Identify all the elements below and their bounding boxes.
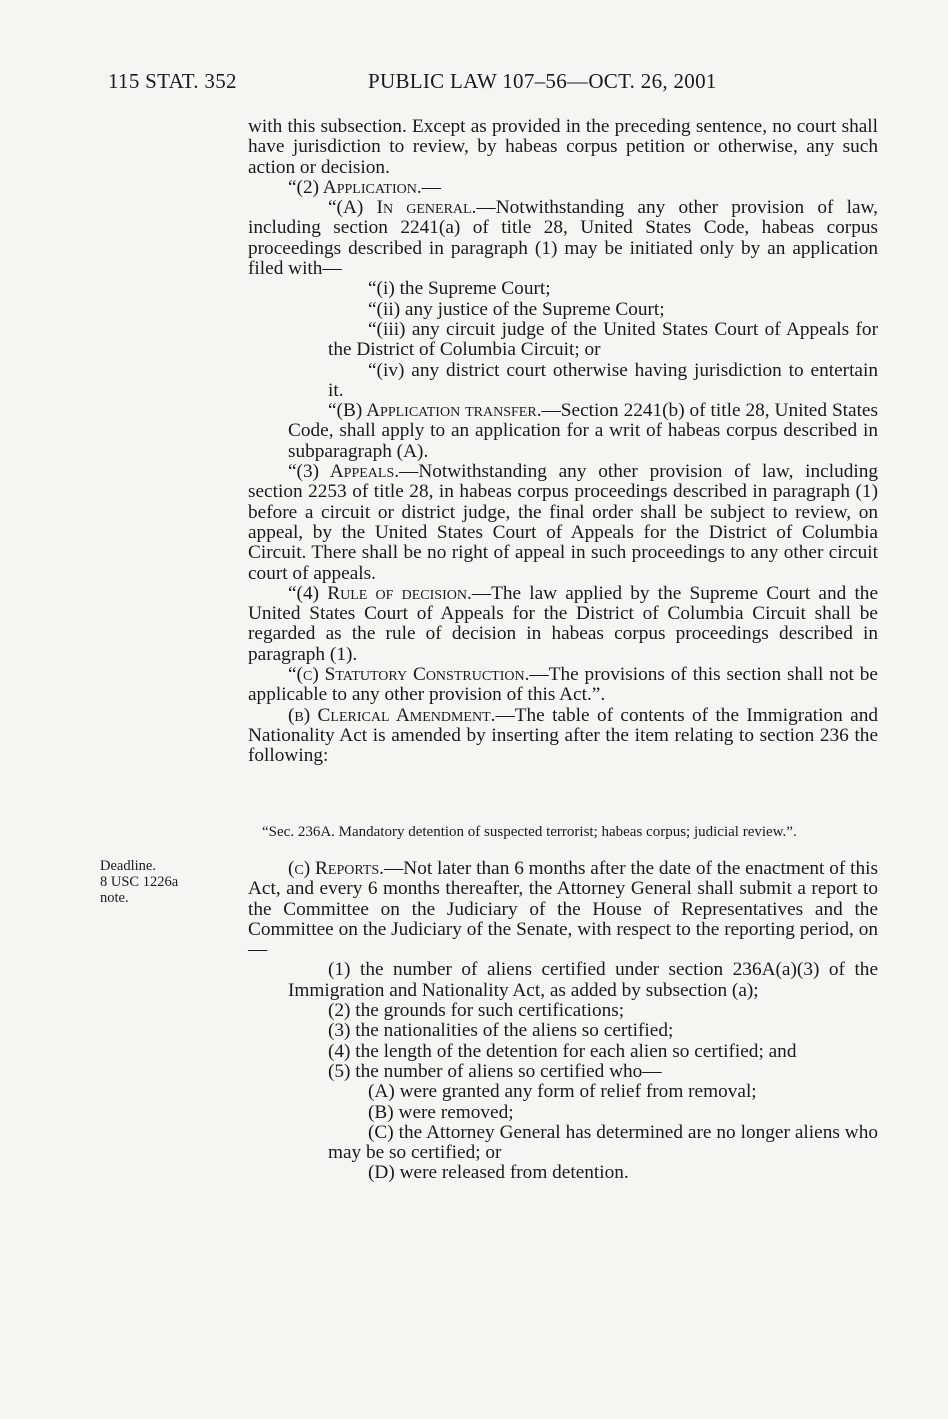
report-item-1: (1) the number of aliens certified under section 236A(a)(3) of the Immigration and Nationality Act, as added by subsection (a); [288, 959, 878, 1001]
margin-note-deadline: Deadline. [100, 858, 156, 874]
report-item-2: (2) the grounds for such certifications; [328, 1000, 625, 1022]
table-of-contents-item: “Sec. 236A. Mandatory detention of suspected terrorist; habeas corpus; judicial review.”. [262, 824, 797, 840]
public-law-title: PUBLIC LAW 107–56—OCT. 26, 2001 [368, 69, 717, 93]
reports-intro: (c) Reports.—Not later than 6 months after the date of the enactment of this Act, and every 6 months thereafter, the Attorney General shall submit a report to the Committee on the Judiciary of the House of Representatives and the Committee on the Judiciary of the Senate, with respect to the reporting period, on— [248, 858, 878, 961]
reports-section [248, 859, 878, 1184]
margin-note [100, 858, 230, 906]
report-subitem-b: (B) were removed; [368, 1101, 514, 1123]
paragraph-rule-of-decision: “(4) Rule of decision.—The law applied by the Supreme Court and the United States Court of Appeals for the District of Columbia Circuit shall be regarded as the rule of decision in habeas corpus proceedings described in paragraph (1). [248, 582, 878, 665]
paragraph-continuation: with this subsection. Except as provided in the preceding sentence, no court shall have jurisdiction to review, by habeas corpus petition or otherwise, any such action or decision. [248, 116, 878, 178]
subsection-c: “(c) Statutory Construction.—The provisions of this section shall not be applicable to any other provision of this Act.”. [248, 664, 878, 706]
margin-note-usc: 8 USC 1226a [100, 874, 179, 890]
clause-iv: “(iv) any district court otherwise having jurisdiction to entertain it. [328, 359, 878, 401]
clause-i: “(i) the Supreme Court; [368, 278, 551, 300]
clause-ii: “(ii) any justice of the Supreme Court; [368, 298, 665, 320]
heading-application: “(2) Application.— [288, 176, 441, 198]
subparagraph-a: “(A) In general.—Notwithstanding any other provision of law, including section 2241(a) of title 28, United States Code, habeas corpus proceedings described in paragraph (1) may be initiated only by an application filed with— [248, 197, 879, 280]
report-subitem-d: (D) were released from detention. [368, 1162, 629, 1184]
statute-page-number: 115 STAT. 352 [108, 69, 237, 93]
subsection-b-clerical: (b) Clerical Amendment.—The table of contents of the Immigration and Nationality Act is amended by inserting after the item relating to section 236 the following: [248, 704, 878, 767]
report-item-4: (4) the length of the detention for each alien so certified; and [328, 1040, 797, 1062]
subparagraph-b: “(B) Application transfer.—Section 2241(b) of title 28, United States Code, shall apply to an application for a writ of habeas corpus described in subparagraph (A). [288, 400, 878, 462]
paragraph-appeals: “(3) Appeals.—Notwithstanding any other provision of law, including section 2253 of title 28, in habeas corpus proceedings described in paragraph (1) before a circuit or district judge, the final order shall be subject to review, on appeal, by the United States Court of Appeals for the District of Columbia Circuit. There shall be no right of appeal in such proceedings to any other circuit court of appeals. [248, 461, 878, 584]
report-item-5: (5) the number of aliens so certified who— [328, 1060, 662, 1082]
clause-iii: “(iii) any circuit judge of the United States Court of Appeals for the District of Columbia Circuit; or [328, 318, 878, 361]
margin-note-note: note. [100, 890, 129, 906]
main-text [248, 117, 878, 767]
report-subitem-c: (C) the Attorney General has determined are no longer aliens who may be so certified; or [328, 1121, 878, 1164]
report-item-3: (3) the nationalities of the aliens so certified; [328, 1020, 674, 1042]
report-subitem-a: (A) were granted any form of relief from removal; [368, 1081, 757, 1103]
page-header [108, 69, 878, 97]
